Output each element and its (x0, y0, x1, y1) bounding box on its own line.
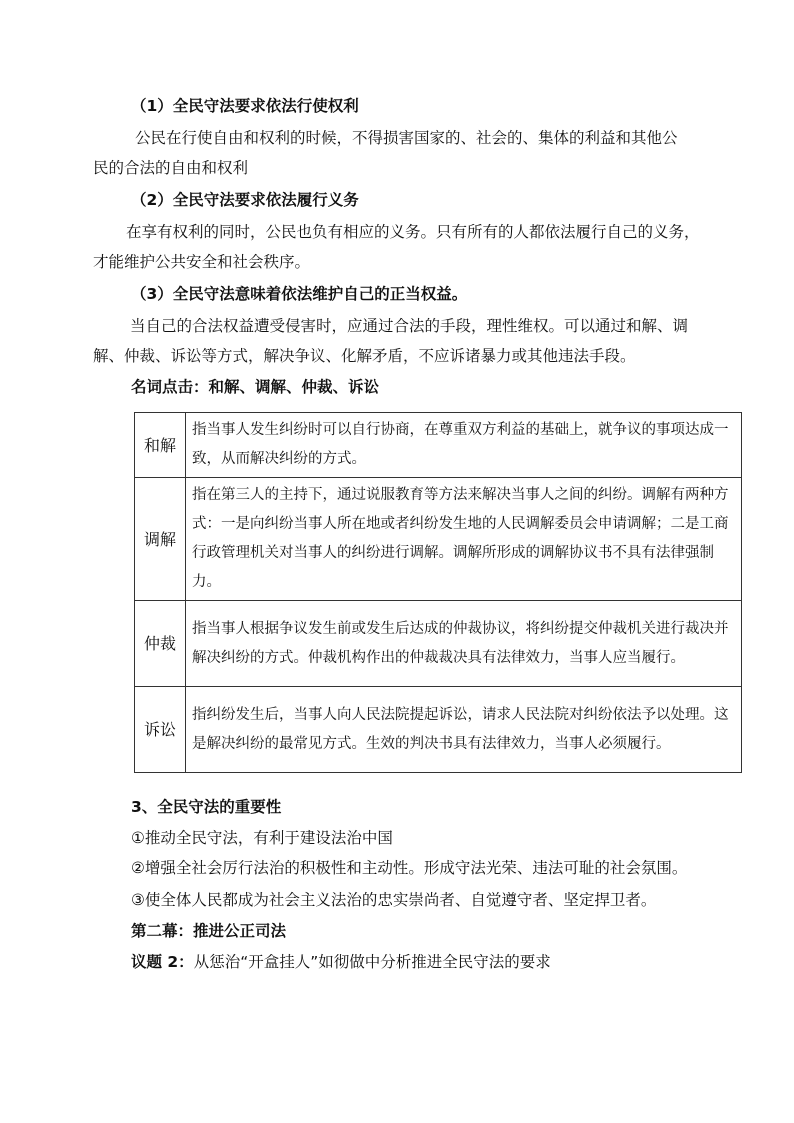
topic-label: 议题 2： (131, 953, 194, 971)
term-cell: 和解 (135, 413, 186, 478)
term-cell: 仲裁 (135, 601, 186, 687)
importance-heading: 3、全民守法的重要性 (131, 798, 282, 816)
chapter-topic (131, 952, 551, 972)
table-row (135, 687, 742, 773)
item1-text-line2: 民的合法的自由和权利 (93, 159, 249, 177)
term-cell: 诉讼 (135, 687, 186, 773)
item2-heading: （2）全民守法要求依法履行义务 (131, 191, 359, 209)
importance-point-1: ①推动全民守法，有利于建设法治中国 (131, 829, 393, 847)
terms-table (134, 412, 742, 773)
item3-text-line1: 当自己的合法权益遭受侵害时，应通过合法的手段，理性维权。可以通过和解、调 (130, 317, 689, 335)
definition-cell: 指纠纷发生后，当事人向人民法院提起诉讼，请求人民法院对纠纷依法予以处理。这是解决纠纷的最常见方式。生效的判决书具有法律效力，当事人必须履行。 (186, 687, 742, 773)
importance-point-3: ③使全体人民都成为社会主义法治的忠实崇尚者、自觉遵守者、坚定捍卫者。 (131, 891, 657, 909)
chapter-title: 第二幕：推进公正司法 (131, 922, 287, 940)
table-row (135, 413, 742, 478)
topic-text: 从惩治“开盒挂人”如彻做中分析推进全民守法的要求 (193, 953, 551, 971)
terms-heading: 名词点击：和解、调解、仲裁、诉讼 (131, 378, 380, 396)
table-row (135, 601, 742, 687)
item3-text-line2: 解、仲裁、诉讼等方式，解决争议、化解矛盾，不应诉诸暴力或其他违法手段。 (93, 347, 636, 365)
term-cell: 调解 (135, 478, 186, 601)
item1-heading: （1）全民守法要求依法行使权利 (131, 97, 359, 115)
definition-cell: 指在第三人的主持下，通过说服教育等方法来解决当事人之间的纠纷。调解有两种方式：一是向纠纷当事人所在地或者纠纷发生地的人民调解委员会申请调解；二是工商行政管理机关对当事人的纠纷进行调解。调解所形成的调解协议书不具有法律强制力。 (186, 478, 742, 601)
definition-cell: 指当事人发生纠纷时可以自行协商，在尊重双方利益的基础上，就争议的事项达成一致，从而解决纠纷的方式。 (186, 413, 742, 478)
item1-text-line1: 公民在行使自由和权利的时候，不得损害国家的、社会的、集体的利益和其他公 (135, 129, 678, 147)
item3-heading: （3）全民守法意味着依法维护自己的正当权益。 (131, 285, 468, 303)
item2-text-line2: 才能维护公共安全和社会秩序。 (93, 253, 311, 271)
importance-point-2: ②增强全社会厉行法治的积极性和主动性。形成守法光荣、违法可耻的社会氛围。 (131, 859, 688, 877)
definition-cell: 指当事人根据争议发生前或发生后达成的仲裁协议，将纠纷提交仲裁机关进行裁决并解决纠纷的方式。仲裁机构作出的仲裁裁决具有法律效力，当事人应当履行。 (186, 601, 742, 687)
table-row (135, 478, 742, 601)
item2-text-line1: 在享有权利的同时，公民也负有相应的义务。只有所有的人都依法履行自己的义务， (126, 223, 700, 241)
